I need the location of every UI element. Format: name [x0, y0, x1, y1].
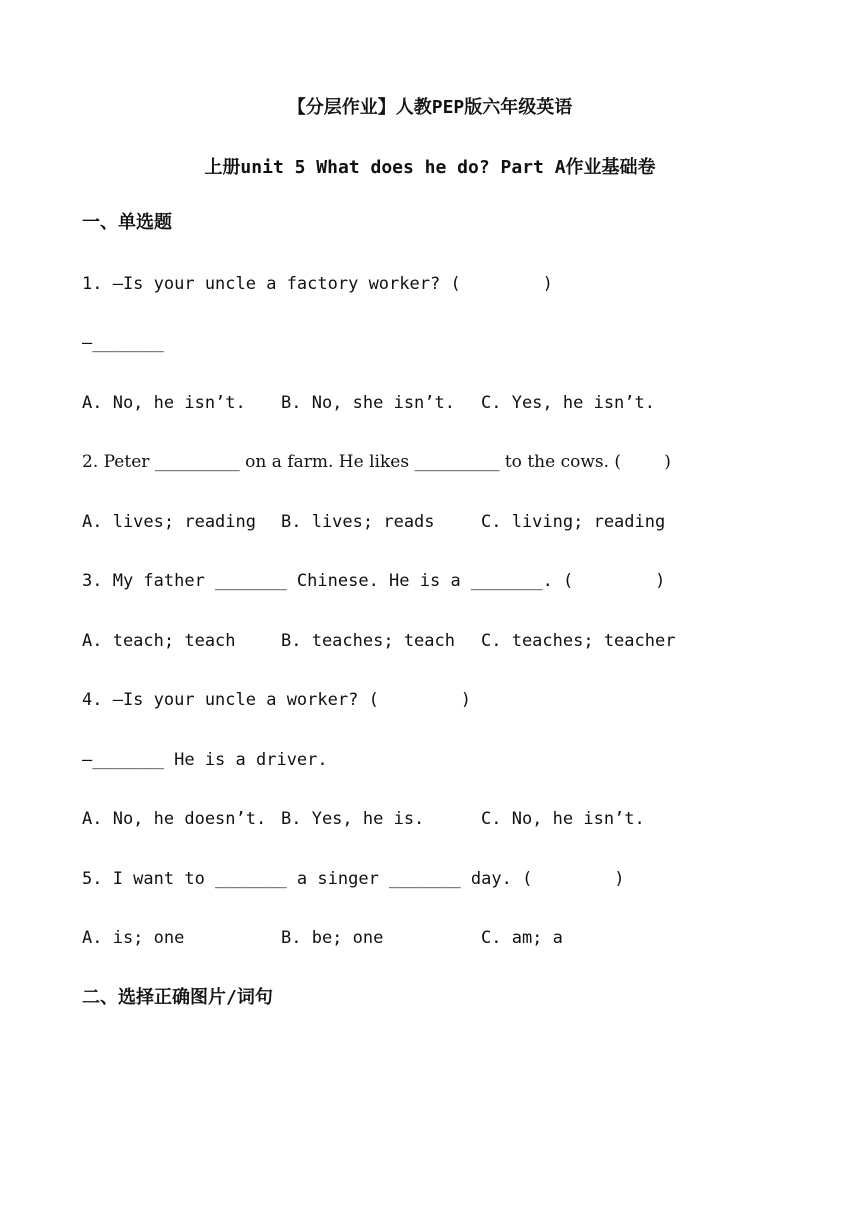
question-2-option-c: C. living; reading [481, 512, 666, 532]
section-heading-choose-picture: 二、选择正确图片/词句 [82, 987, 273, 1008]
question-1-answer-line: —_______ [82, 333, 164, 353]
question-2-stem: 2. Peter __________ on a farm. He likes __________ to the cows. ( ) [82, 452, 671, 472]
question-1-option-a: A. No, he isn’t. [82, 393, 246, 413]
question-4-option-b: B. Yes, he is. [281, 809, 425, 829]
section-heading-single-choice: 一、单选题 [82, 212, 172, 233]
question-5-option-b: B. be; one [281, 928, 384, 948]
question-4-answer-line: —_______ He is a driver. [82, 750, 328, 770]
question-2-option-b: B. lives; reads [281, 512, 435, 532]
question-3-option-b: B. teaches; teach [281, 631, 455, 651]
question-1-option-c: C. Yes, he isn’t. [481, 393, 655, 413]
question-5-option-c: C. am; a [481, 928, 563, 948]
question-1-option-b: B. No, she isn’t. [281, 393, 455, 413]
question-5-stem: 5. I want to _______ a singer _______ day. ( ) [82, 869, 625, 889]
question-3-option-a: A. teach; teach [82, 631, 236, 651]
question-5-option-a: A. is; one [82, 928, 185, 948]
question-3-option-c: C. teaches; teacher [481, 631, 676, 651]
document-title: 【分层作业】人教PEP版六年级英语 [287, 97, 573, 118]
question-1-stem: 1. —Is your uncle a factory worker? ( ) [82, 274, 553, 294]
question-4-option-c: C. No, he isn’t. [481, 809, 645, 829]
document-subtitle: 上册unit 5 What does he do? Part A作业基础卷 [204, 157, 656, 178]
question-2-option-a: A. lives; reading [82, 512, 256, 532]
question-4-stem: 4. —Is your uncle a worker? ( ) [82, 690, 471, 710]
question-4-option-a: A. No, he doesn’t. [82, 809, 267, 829]
question-3-stem: 3. My father _______ Chinese. He is a _______. ( ) [82, 571, 666, 591]
